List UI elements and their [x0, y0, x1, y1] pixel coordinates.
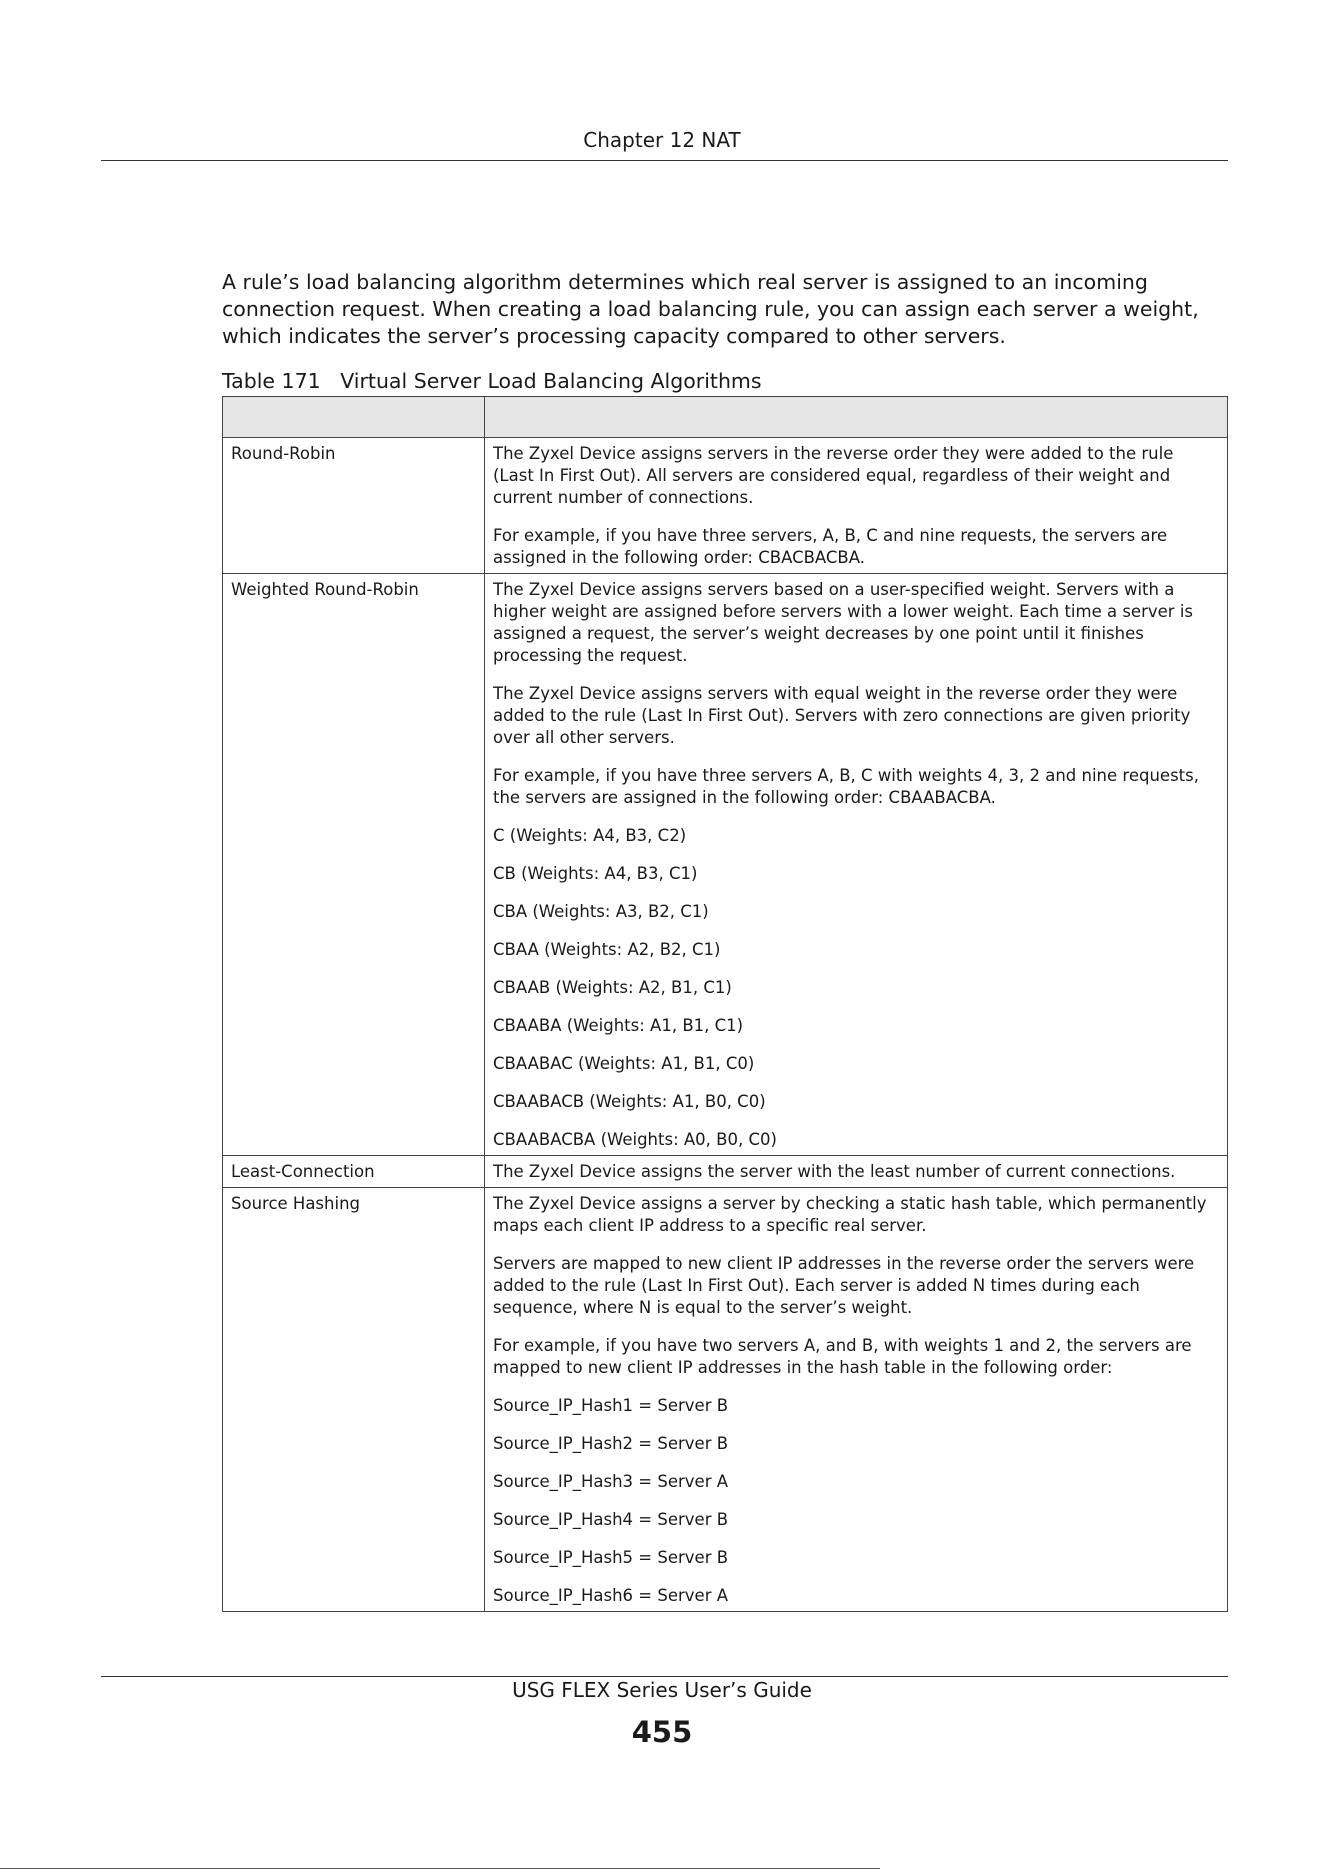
- description-paragraph: C (Weights: A4, B3, C2): [493, 826, 687, 845]
- description-paragraph: CBAABAC (Weights: A1, B1, C0): [493, 1054, 755, 1073]
- description-paragraph: CBAA (Weights: A2, B2, C1): [493, 940, 721, 959]
- description-paragraph: The Zyxel Device assigns servers with equal weight in the reverse order they were added to the rule (Last In First Out). Servers with zero connections are given priority over all other servers.: [493, 684, 1191, 747]
- description-paragraph: CBAABACBA (Weights: A0, B0, C0): [493, 1130, 777, 1149]
- description-paragraph: Source_IP_Hash3 = Server A: [493, 1472, 729, 1491]
- load-balancing-table: [222, 396, 1228, 1612]
- algorithm-name: Source Hashing: [223, 1188, 485, 1612]
- guide-title: USG FLEX Series User’s Guide: [512, 1678, 812, 1702]
- description-paragraph: The Zyxel Device assigns servers in the reverse order they were added to the rule (Last In First Out). All servers are considered equal, regardless of their weight and current number of connections.: [493, 444, 1174, 507]
- table-row: [223, 1156, 1228, 1188]
- description-paragraph: CBA (Weights: A3, B2, C1): [493, 902, 709, 921]
- table-caption: Table 171 Virtual Server Load Balancing Algorithms: [222, 369, 762, 393]
- header-cell-description: [485, 397, 1228, 438]
- footer-divider: [101, 1676, 1228, 1677]
- table-row: [223, 574, 1228, 1156]
- algorithm-name: Round-Robin: [223, 438, 485, 574]
- description-paragraph: For example, if you have two servers A, and B, with weights 1 and 2, the servers are mapped to new client IP addresses in the hash table in the following order:: [493, 1336, 1192, 1377]
- algorithm-description: [485, 1156, 1228, 1188]
- description-paragraph: For example, if you have three servers A, B, C with weights 4, 3, 2 and nine requests, the servers are assigned in the following order: CBAABACBA.: [493, 766, 1199, 807]
- description-paragraph: Source_IP_Hash1 = Server B: [493, 1396, 729, 1415]
- table-row: [223, 1188, 1228, 1612]
- description-paragraph: Source_IP_Hash6 = Server A: [493, 1586, 729, 1605]
- description-paragraph: CBAAB (Weights: A2, B1, C1): [493, 978, 732, 997]
- algorithm-description: [485, 438, 1228, 574]
- algorithm-name: Least-Connection: [223, 1156, 485, 1188]
- description-paragraph: CBAABA (Weights: A1, B1, C1): [493, 1016, 744, 1035]
- description-paragraph: Source_IP_Hash5 = Server B: [493, 1548, 729, 1567]
- page-number: 455: [631, 1715, 693, 1749]
- intro-paragraph: A rule’s load balancing algorithm determines which real server is assigned to an incoming connection request. When creating a load balancing rule, you can assign each server a weight, which indicates the server’s processing capacity compared to other servers.: [222, 270, 1199, 348]
- algorithm-description: [485, 1188, 1228, 1612]
- header-divider: [101, 160, 1228, 161]
- description-paragraph: CB (Weights: A4, B3, C1): [493, 864, 698, 883]
- header-cell-name: [223, 397, 485, 438]
- table-body: [223, 438, 1228, 1612]
- description-paragraph: Source_IP_Hash2 = Server B: [493, 1434, 729, 1453]
- table-row: [223, 438, 1228, 574]
- table-header-row: [223, 397, 1228, 438]
- description-paragraph: Servers are mapped to new client IP addresses in the reverse order the servers were added to the rule (Last In First Out). Each server is added N times during each sequence, where N is equal to the server’s weight.: [493, 1254, 1195, 1317]
- description-paragraph: Source_IP_Hash4 = Server B: [493, 1510, 729, 1529]
- bottom-edge-line: [0, 1868, 880, 1869]
- description-paragraph: For example, if you have three servers, A, B, C and nine requests, the servers are assigned in the following order: CBACBACBA.: [493, 526, 1168, 567]
- algorithm-name: Weighted Round-Robin: [223, 574, 485, 1156]
- description-paragraph: The Zyxel Device assigns the server with the least number of current connections.: [493, 1162, 1176, 1181]
- chapter-title: Chapter 12 NAT: [583, 128, 741, 152]
- description-paragraph: CBAABACB (Weights: A1, B0, C0): [493, 1092, 766, 1111]
- description-paragraph: The Zyxel Device assigns servers based on a user-specified weight. Servers with a higher weight are assigned before servers with a lower weight. Each time a server is assigned a request, the server’s weight decreases by one point until it finishes processing the request.: [493, 580, 1193, 665]
- description-paragraph: The Zyxel Device assigns a server by checking a static hash table, which permanently maps each client IP address to a specific real server.: [493, 1194, 1207, 1235]
- algorithm-description: [485, 574, 1228, 1156]
